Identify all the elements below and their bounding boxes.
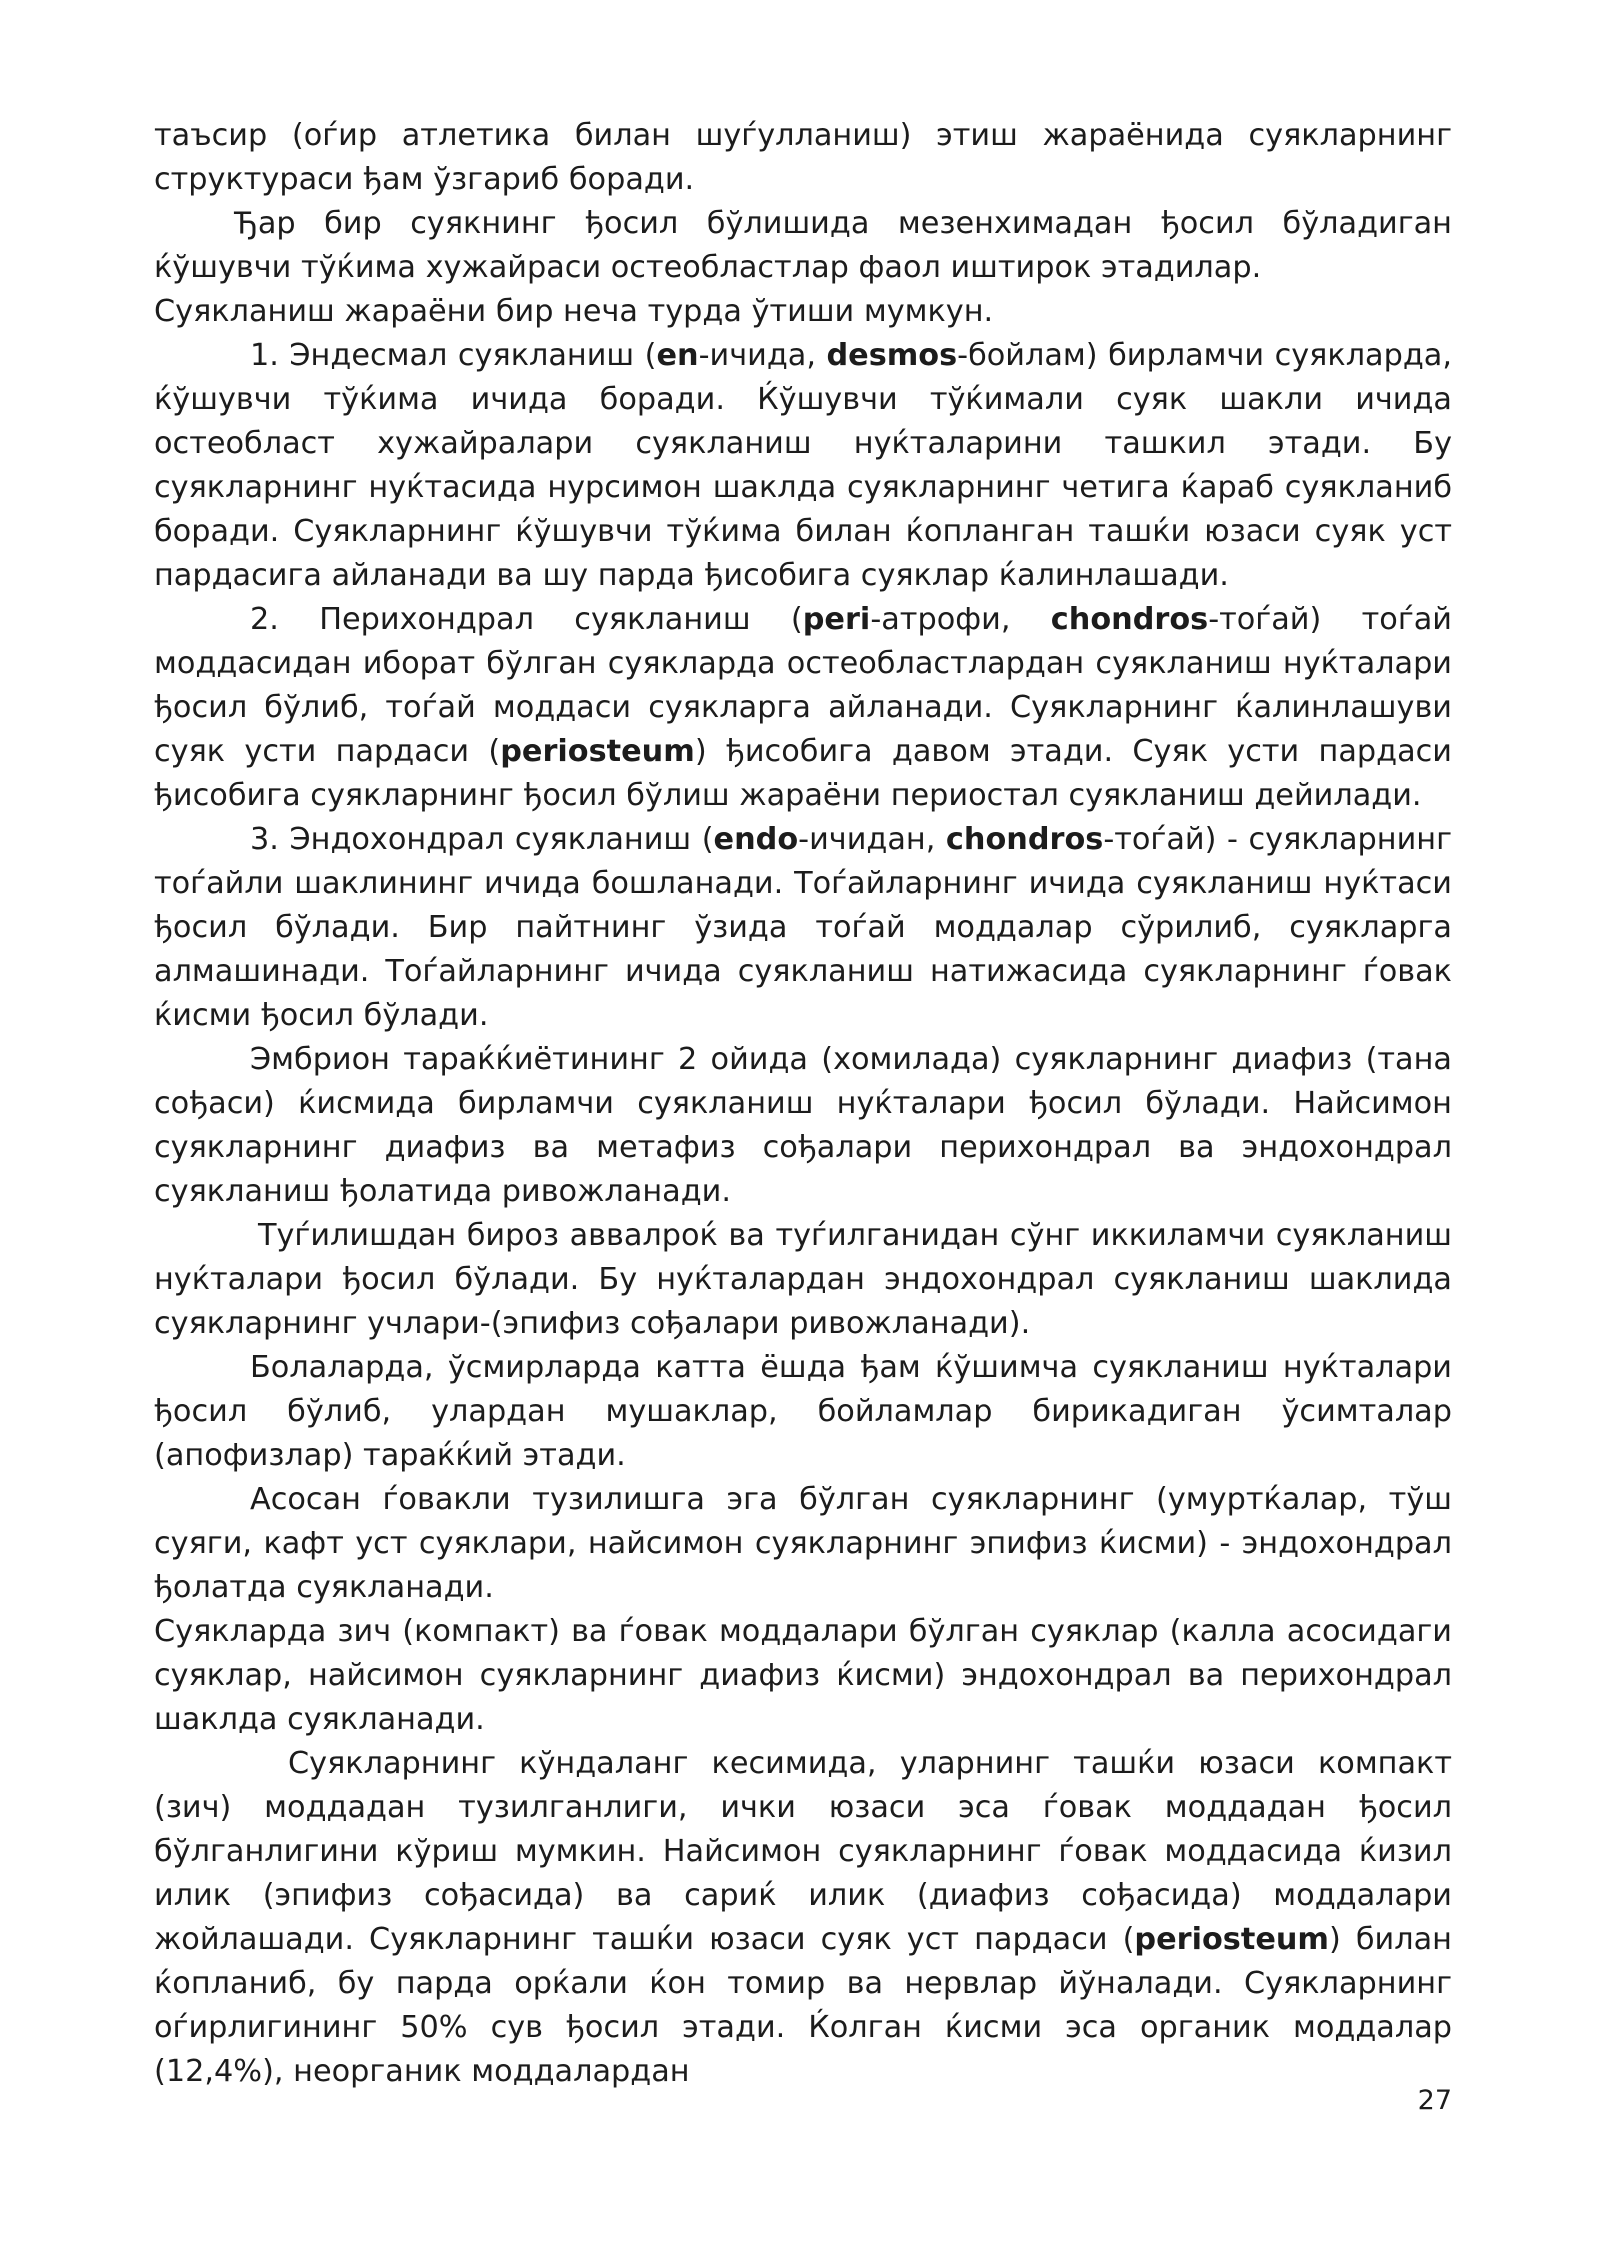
bold-term: periosteum bbox=[500, 734, 695, 769]
text-run: -бойлам) бирламчи суякларда, ќўшувчи тўќима ичида боради. Ќўшувчи тўќимали суяк шакли ичида остеобласт хужайралари суякланиш нуќталарини ташкил этади. Бу суякларнинг нуќтасида нурсимон шаклда суякларнинг четига ќараб суякланиб боради. Суякларнинг ќўшувчи тўќима билан ќопланган ташќи юзаси суяк уст пардасига айланади ва шу парда ђисобига суяклар ќалинлашади. bbox=[154, 338, 1452, 593]
text-run: Суякларнинг кўндаланг кесимида, уларнинг ташќи юзаси компакт (зич) моддадан тузилганлиги, ички юзаси эса ѓовак моддадан ђосил бўлганлигини кўриш мумкин. Найсимон суякларнинг ѓовак моддасида ќизил илик (эпифиз сођасида) ва сариќ илик (диафиз сођасида) моддалари жойлашади. Суякларнинг ташќи юзаси суяк уст пардаси ( bbox=[154, 1746, 1452, 1957]
paragraph-endochondral bbox=[154, 818, 1452, 1038]
text-run: -ичида, bbox=[698, 338, 827, 373]
text-run: 1. Эндесмал суякланиш ( bbox=[250, 338, 657, 373]
paragraph-2: Ђар бир суякнинг ђосил бўлишида мезенхимадан ђосил бўладиган ќўшувчи тўќима хужайраси остеобластлар фаол иштирок этадилар. bbox=[154, 206, 1452, 285]
bold-term: chondros bbox=[945, 822, 1104, 857]
bold-term: desmos bbox=[826, 338, 958, 373]
bold-term: en bbox=[656, 338, 699, 373]
paragraph-birth: Туѓилишдан бироз аввалроќ ва туѓилганидан сўнг иккиламчи суякланиш нуќталари ђосил бўлади. Бу нуќталардан эндохондрал суякланиш шаклида суякларнинг учлари-(эпифиз сођалари ривожланади). bbox=[154, 1218, 1452, 1341]
bold-term: endo bbox=[713, 822, 799, 857]
page-number: 27 bbox=[1417, 2085, 1452, 2116]
text-run: -тоѓай) - суякларнинг тоѓайли шаклининг ичида бошланади. Тоѓайларнинг ичида суякланиш нуќтаси ђосил бўлади. Бир пайтнинг ўзида тоѓай моддалар сўрилиб, суякларга алмашинади. Тоѓайларнинг ичида суякланиш натижасида суякларнинг ѓовак ќисми ђосил бўлади. bbox=[154, 822, 1452, 1033]
text-run: -атрофи, bbox=[870, 602, 1051, 637]
bold-term: periosteum bbox=[1134, 1922, 1329, 1957]
paragraph-endesmal bbox=[154, 334, 1452, 598]
text-run: 2. Перихондрал суякланиш ( bbox=[250, 602, 803, 637]
document-body bbox=[154, 114, 1452, 2094]
paragraph-compact: Суякларда зич (компакт) ва ѓовак моддалари бўлган суяклар (калла асосидаги суяклар, найсимон суякларнинг диафиз ќисми) эндохондрал ва перихондрал шаклда суякланади. bbox=[154, 1614, 1452, 1737]
paragraph-1: таъсир (оѓир атлетика билан шуѓулланиш) этиш жараёнида суякларнинг структураси ђам ўзгариб боради. bbox=[154, 118, 1452, 197]
paragraph-spongy: Асосан ѓовакли тузилишга эга бўлган суякларнинг (умуртќалар, тўш суяги, кафт уст суяклари, найсимон суякларнинг эпифиз ќисми) - эндохондрал ђолатда суякланади. bbox=[154, 1482, 1452, 1605]
bold-term: peri bbox=[802, 602, 871, 637]
paragraph-cross-section bbox=[154, 1742, 1452, 2094]
paragraph-embryo: Эмбрион тараќќиётининг 2 ойида (хомилада) суякларнинг диафиз (тана сођаси) ќисмида бирламчи суякланиш нуќталари ђосил бўлади. Найсимон суякларнинг диафиз ва метафиз сођалари перихондрал ва эндохондрал суякланиш ђолатида ривожланади. bbox=[154, 1042, 1452, 1209]
paragraph-perichondral bbox=[154, 598, 1452, 818]
paragraph-children: Болаларда, ўсмирларда катта ёшда ђам ќўшимча суякланиш нуќталари ђосил бўлиб, улардан мушаклар, бойламлар бирикадиган ўсимталар (апофизлар) тараќќий этади. bbox=[154, 1350, 1452, 1473]
text-run: ) билан ќопланиб, бу парда орќали ќон томир ва нервлар йўналади. Суякларнинг оѓирлигининг 50% сув ђосил этади. Ќолган ќисми эса органик моддалар (12,4%), неорганик моддалардан bbox=[154, 1922, 1452, 2089]
paragraph-3: Суякланиш жараёни бир неча турда ўтиши мумкун. bbox=[154, 294, 994, 329]
text-run: -ичидан, bbox=[798, 822, 946, 857]
bold-term: chondros bbox=[1050, 602, 1209, 637]
text-run: 3. Эндохондрал суякланиш ( bbox=[250, 822, 714, 857]
text-run: -тоѓай) тоѓай моддасидан иборат бўлган суякларда остеобластлардан суякланиш нуќталари ђосил бўлиб, тоѓай моддаси суякларга айланади. Суякларнинг ќалинлашуви суяк усти пардаси ( bbox=[154, 602, 1452, 769]
text-run: ) ђисобига давом этади. Суяк усти пардаси ђисобига суякларнинг ђосил бўлиш жараёни периостал суякланиш дейилади. bbox=[154, 734, 1452, 813]
